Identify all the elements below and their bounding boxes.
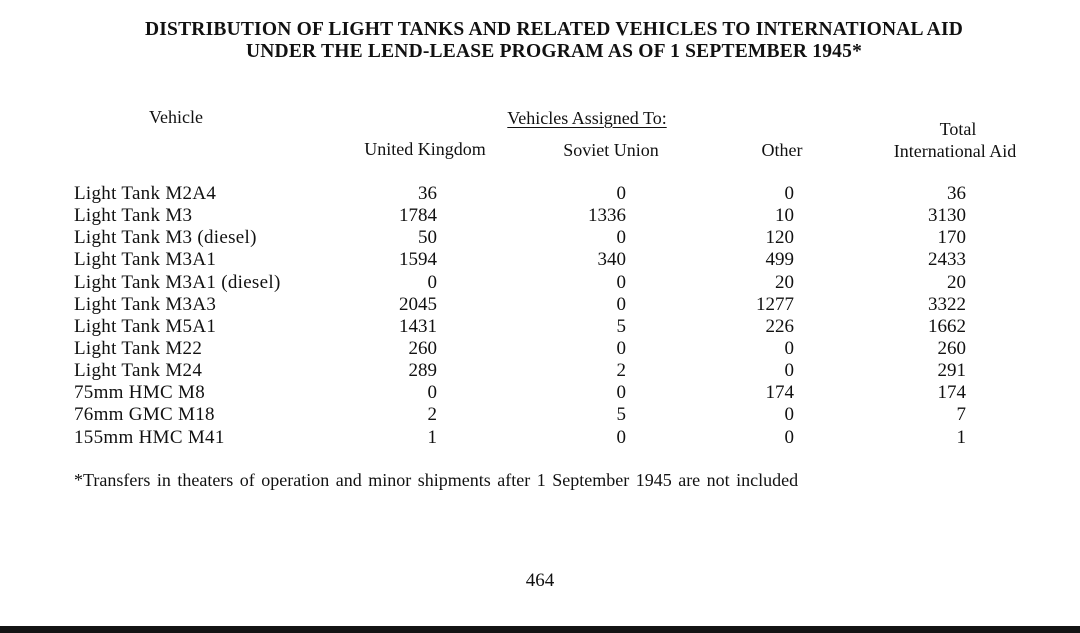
other-count: 20: [775, 271, 794, 293]
vehicle-name: Light Tank M2A4: [74, 183, 217, 204]
total-count: 291: [937, 360, 966, 382]
table-row: [0, 183, 1080, 205]
header-other: Other: [761, 140, 803, 160]
total-count: 1: [956, 426, 966, 448]
footnote: *Transfers in theaters of operation and minor shipments after 1 September 1945 are not included: [74, 470, 799, 490]
united-kingdom-count: 0: [427, 271, 437, 293]
united-kingdom-count: 1784: [399, 205, 437, 227]
header-total: Total: [939, 119, 977, 139]
soviet-union-count: 0: [616, 271, 626, 293]
vehicle-name: 76mm GMC M18: [74, 404, 215, 426]
other-count: 499: [765, 249, 794, 271]
vehicle-name: Light Tank M3A3: [74, 293, 217, 315]
total-count: 174: [937, 382, 966, 404]
other-count: 0: [784, 183, 794, 204]
table-row: [0, 272, 1080, 294]
bottom-bar: [0, 626, 1080, 633]
other-count: 0: [784, 360, 794, 382]
vehicle-name: Light Tank M24: [74, 360, 203, 382]
title-line-1: DISTRIBUTION OF LIGHT TANKS AND RELATED VEHICLES TO INTERNATIONAL AID: [144, 19, 964, 40]
table-row: [0, 227, 1080, 249]
vehicle-name: Light Tank M3: [74, 205, 193, 227]
soviet-union-count: 0: [616, 293, 626, 315]
other-count: 174: [765, 382, 794, 404]
united-kingdom-count: 36: [418, 183, 437, 204]
united-kingdom-count: 1: [427, 426, 437, 448]
distribution-table: [0, 183, 1080, 449]
total-count: 260: [937, 337, 966, 359]
united-kingdom-count: 260: [408, 337, 437, 359]
vehicle-name: Light Tank M3A1: [74, 249, 217, 271]
header-vehicles-assigned-to: Vehicles Assigned To:: [507, 108, 667, 128]
soviet-union-count: 1336: [588, 205, 626, 227]
united-kingdom-count: 2045: [399, 293, 437, 315]
title-line-2: UNDER THE LEND-LEASE PROGRAM AS OF 1 SEPTEMBER 1945*: [245, 41, 863, 62]
soviet-union-count: 340: [597, 249, 626, 271]
soviet-union-count: 0: [616, 183, 626, 204]
other-count: 0: [784, 426, 794, 448]
united-kingdom-count: 2: [427, 404, 437, 426]
vehicle-name: Light Tank M5A1: [74, 315, 217, 337]
soviet-union-count: 5: [616, 404, 626, 426]
united-kingdom-count: 289: [408, 360, 437, 382]
table-row: [0, 294, 1080, 316]
soviet-union-count: 5: [616, 315, 626, 337]
header-united-kingdom: United Kingdom: [364, 139, 486, 159]
soviet-union-count: 0: [616, 337, 626, 359]
other-count: 1277: [756, 293, 794, 315]
total-count: 170: [937, 227, 966, 249]
table-row: [0, 338, 1080, 360]
header-soviet-union: Soviet Union: [563, 140, 659, 160]
vehicle-name: 155mm HMC M41: [74, 426, 225, 448]
soviet-union-count: 2: [616, 360, 626, 382]
total-count: 3130: [928, 205, 966, 227]
table-row: [0, 316, 1080, 338]
united-kingdom-count: 50: [418, 227, 437, 249]
vehicle-name: Light Tank M3A1 (diesel): [74, 271, 281, 293]
united-kingdom-count: 1594: [399, 249, 437, 271]
total-count: 20: [947, 271, 966, 293]
soviet-union-count: 0: [616, 227, 626, 249]
total-count: 7: [956, 404, 966, 426]
united-kingdom-count: 1431: [399, 315, 437, 337]
header-vehicle: Vehicle: [149, 107, 203, 127]
other-count: 120: [765, 227, 794, 249]
table-row: [0, 427, 1080, 449]
table-row: [0, 360, 1080, 382]
soviet-union-count: 0: [616, 426, 626, 448]
page-number: 464: [525, 570, 555, 591]
other-count: 0: [784, 337, 794, 359]
table-row: [0, 249, 1080, 271]
header-international-aid: International Aid: [893, 141, 1017, 161]
total-count: 2433: [928, 249, 966, 271]
united-kingdom-count: 0: [427, 382, 437, 404]
table-row: [0, 404, 1080, 426]
total-count: 3322: [928, 293, 966, 315]
vehicle-name: Light Tank M3 (diesel): [74, 227, 257, 249]
other-count: 226: [765, 315, 794, 337]
vehicle-name: Light Tank M22: [74, 337, 203, 359]
vehicle-name: 75mm HMC M8: [74, 382, 206, 404]
table-row: [0, 382, 1080, 404]
table-row: [0, 205, 1080, 227]
other-count: 10: [775, 205, 794, 227]
soviet-union-count: 0: [616, 382, 626, 404]
total-count: 1662: [928, 315, 966, 337]
other-count: 0: [784, 404, 794, 426]
total-count: 36: [947, 183, 966, 204]
